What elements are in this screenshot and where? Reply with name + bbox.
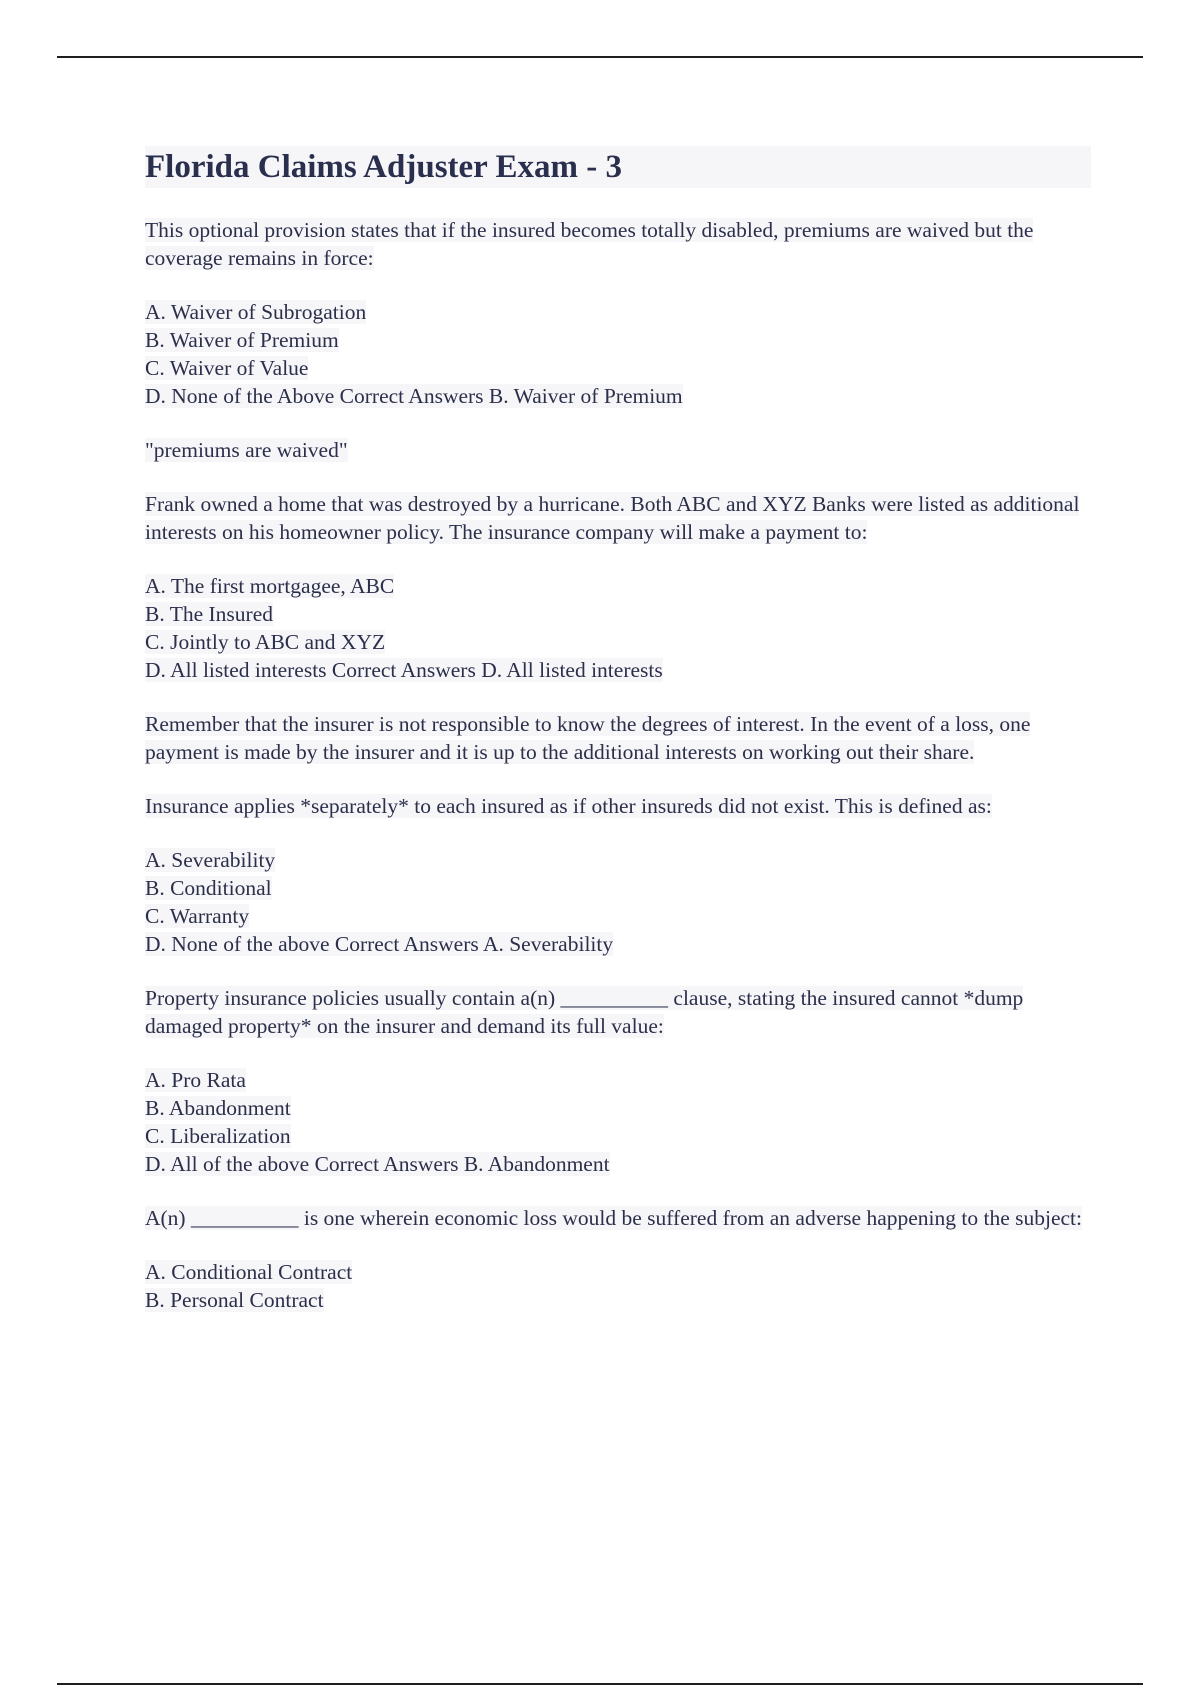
answer-option — [145, 1094, 1091, 1122]
question-text-content: A(n) __________ is one wherein economic loss would be suffered from an adverse happening to the subject: — [145, 1206, 1083, 1230]
page-title: Florida Claims Adjuster Exam - 3 — [145, 146, 1091, 188]
answer-option — [145, 628, 1091, 656]
answer-options — [145, 298, 1091, 410]
option-text: B. The Insured — [145, 602, 273, 626]
answer-option — [145, 1066, 1091, 1094]
option-text: B. Personal Contract — [145, 1288, 324, 1312]
question-text — [145, 792, 1091, 820]
answer-options — [145, 1066, 1091, 1178]
question-text-content: Insurance applies *separately* to each insured as if other insureds did not exist. This is defined as: — [145, 794, 992, 818]
explanation-text-content: Remember that the insurer is not responsible to know the degrees of interest. In the event of a loss, one payment is made by the insurer and it is up to the additional interests on working out their share. — [145, 712, 1031, 764]
option-text: A. The first mortgagee, ABC — [145, 574, 395, 598]
option-text: C. Liberalization — [145, 1124, 291, 1148]
option-text: C. Warranty — [145, 904, 250, 928]
page-content — [145, 146, 1091, 1340]
answer-option — [145, 326, 1091, 354]
option-text: A. Conditional Contract — [145, 1260, 353, 1284]
option-text: A. Waiver of Subrogation — [145, 300, 367, 324]
answer-option — [145, 1150, 1091, 1178]
option-text: C. Jointly to ABC and XYZ — [145, 630, 386, 654]
question-text — [145, 216, 1091, 272]
explanation-text — [145, 436, 1091, 464]
option-text: B. Conditional — [145, 876, 272, 900]
explanation-text-content: "premiums are waived" — [145, 438, 348, 462]
question-text-content: This optional provision states that if the insured becomes totally disabled, premiums are waived but the coverage remains in force: — [145, 218, 1034, 270]
option-text: B. Abandonment — [145, 1096, 291, 1120]
answer-option — [145, 874, 1091, 902]
answer-option — [145, 1258, 1091, 1286]
option-text: D. All of the above Correct Answers B. Abandonment — [145, 1152, 610, 1176]
option-text: D. None of the above Correct Answers A. Severability — [145, 932, 614, 956]
question-text — [145, 1204, 1091, 1232]
question-text-content: Frank owned a home that was destroyed by a hurricane. Both ABC and XYZ Banks were listed as additional interests on his homeowner policy. The insurance company will make a payment to: — [145, 492, 1080, 544]
answer-option — [145, 572, 1091, 600]
answer-option — [145, 382, 1091, 410]
question-text-content: Property insurance policies usually contain a(n) __________ clause, stating the insured cannot *dump damaged property* on the insurer and demand its full value: — [145, 986, 1024, 1038]
option-text: B. Waiver of Premium — [145, 328, 339, 352]
question-text — [145, 984, 1091, 1040]
explanation-text — [145, 710, 1091, 766]
option-text: C. Waiver of Value — [145, 356, 309, 380]
answer-option — [145, 656, 1091, 684]
top-rule — [57, 56, 1143, 58]
answer-option — [145, 298, 1091, 326]
answer-option — [145, 354, 1091, 382]
bottom-rule — [57, 1683, 1143, 1685]
answer-option — [145, 600, 1091, 628]
option-text: D. None of the Above Correct Answers B. Waiver of Premium — [145, 384, 683, 408]
answer-option — [145, 1286, 1091, 1314]
answer-option — [145, 930, 1091, 958]
answer-options — [145, 572, 1091, 684]
answer-option — [145, 1122, 1091, 1150]
option-text: D. All listed interests Correct Answers D. All listed interests — [145, 658, 663, 682]
answer-option — [145, 846, 1091, 874]
option-text: A. Pro Rata — [145, 1068, 246, 1092]
answer-options — [145, 846, 1091, 958]
option-text: A. Severability — [145, 848, 276, 872]
answer-options — [145, 1258, 1091, 1314]
answer-option — [145, 902, 1091, 930]
question-text — [145, 490, 1091, 546]
